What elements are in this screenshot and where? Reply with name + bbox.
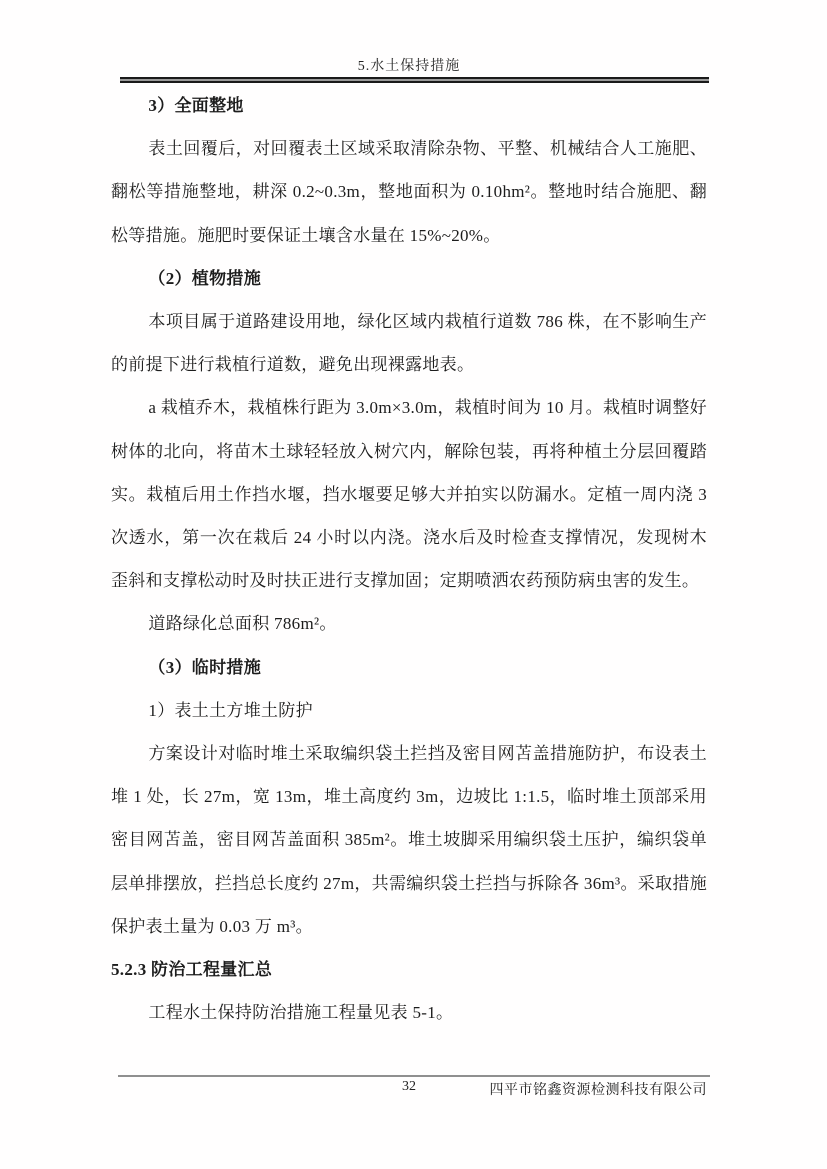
company-name: 四平市铭鑫资源检测科技有限公司 xyxy=(489,1083,707,1098)
heading-topsoil-pile-protection: 1）表土土方堆土防护 xyxy=(148,700,313,720)
footer-rule xyxy=(118,1075,710,1077)
page-header-title: 5.水土保持措施 xyxy=(357,59,461,74)
heading-full-land-preparation: 3）全面整地 xyxy=(148,96,244,115)
heading-plant-measures: （2）植物措施 xyxy=(148,268,261,288)
document-content xyxy=(111,84,707,1034)
para-road-greening-area: 道路绿化总面积 786m²。 xyxy=(148,614,337,634)
para-works-quantity-reference: 工程水土保持防治措施工程量见表 5-1。 xyxy=(148,1003,454,1023)
para-temporary-pile-protection: 方案设计对临时堆土采取编织袋土拦挡及密目网苫盖措施防护，布设表土堆 1 处，长 27m，宽 13m，堆土高度约 3m，边坡比 1:1.5，临时堆土顶部采用密目网苫盖，密目网苫盖面积 385m²。堆土坡脚采用编织袋土压护，编织袋单层单排摆放，拦挡总长度约 27m，共需编织袋土拦挡与拆除各 36m³。采取措施保护表土量为 0.03 万 m³。 xyxy=(111,744,707,936)
header-double-rule xyxy=(120,77,709,83)
heading-temporary-measures: （3）临时措施 xyxy=(148,657,261,677)
page-footer xyxy=(111,1079,707,1101)
para-topsoil-recovery-grading: 表土回覆后，对回覆表土区域采取清除杂物、平整、机械结合人工施肥、翻松等措施整地，耕深 0.2~0.3m，整地面积为 0.10hm²。整地时结合施肥、翻松等措施。施肥时要保证土壤含水量在 15%~20%。 xyxy=(111,139,707,245)
para-tree-planting-details: a 栽植乔木，栽植株行距为 3.0m×3.0m，栽植时间为 10 月。栽植时调整好树体的北向，将苗木土球轻轻放入树穴内，解除包装，再将种植土分层回覆踏实。栽植后用土作挡水堰，挡水堰要足够大并拍实以防漏水。定植一周内浇 3 次透水，第一次在栽后 24 小时以内浇。浇水后及时检查支撑情况，发现树木歪斜和支撑松动时及时扶正进行支撑加固；定期喷洒农药预防病虫害的发生。 xyxy=(111,398,707,591)
page-number: 32 xyxy=(402,1079,416,1094)
heading-works-quantity-summary: 5.2.3 防治工程量汇总 xyxy=(111,960,273,980)
para-road-greening-overview: 本项目属于道路建设用地，绿化区域内栽植行道数 786 株，在不影响生产的前提下进行栽植行道数，避免出现裸露地表。 xyxy=(111,312,707,375)
